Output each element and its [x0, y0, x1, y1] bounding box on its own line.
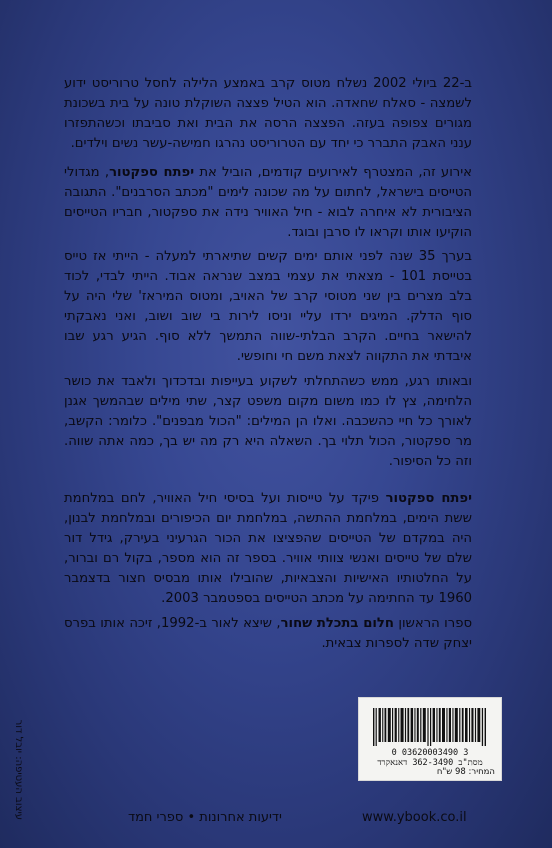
author-name: יפתח ספקטור [109, 165, 195, 180]
paragraph-3: בערך 35 שנה לפני אותם ימים קשים שתיארתי למעלה - הייתי אז טייס בטייסת 101 - מצאתי את עצמי במצב שנראה אבוד. הייתי לבדי, לכוד בלב מצרים בין שני מטוסי קרב של האויב, ומטוס המיראז' שלי היה על סוף הדלק. המיגים ירדו עליי וניסו לירות בי שוב ושוב, ואני נאבקתי להישאר בחיים. הקרב הבלתי-שווה התמשך ללא סוף. הגיע רגע שבו איבדתי את התקווה לצאת משם חי וחופשי. [64, 249, 472, 364]
publisher-name: ידיעות אחרונות • ספרי חמד [128, 810, 282, 825]
barcode-label [358, 697, 502, 781]
author-bio-body: פיקד על טייסות ועל בסיסי חיל האוויר, לחם במלחמת ששת הימים, במלחמת ההתשה, במלחמת יום הכיפורים ובמלחמת לבנון, היה במקדם של הטייסים שהפציצו את הכור הגרעיני בעירק, גידל דור שלם של טייסים ואנשי צוותי אוויר. בספר זה הוא מספר, בקול רם וברור, על החלטותיו האישיות והצבאיות, שהובילו אותו מבסיס חצור בדצמבר 1960 עד החתימה על מכתב הטייסים בספטמבר 2003. [64, 491, 472, 606]
barcode-number: 0 03620003490 3 [391, 748, 469, 758]
first-book-body: , שיצא לאור ב-1992, זיכה אותו בפרס יצחק שדה לספרות צבאית. [64, 616, 472, 651]
cover-design-credit: עיצוב העטיפה: יובל דור [13, 719, 24, 820]
paragraph-5-author-bio [64, 489, 472, 609]
first-book-lead: ספרו הראשון [393, 616, 473, 631]
paragraph-1: ב-22 ביולי 2002 נשלח מטוס קרב באמצע הלילה לחסל טרוריסט ידוע לשמצה - סאלח שחאדה. הוא הטיל פצצה השוקלת טונה על בית בשכונת מגורים צפופה בעזה. הפצצה הרסה את הבית ואת סביבתו וכשהתפזרו ענני האבק התברר כי יחד עם הטרוריסט נהרגו חמישה-עשר נשים וילדים. [64, 76, 472, 151]
barcode-icon [373, 708, 487, 746]
paragraph-2-body: , מגדולי הטייסים בישראל, לחתום על מה שכונה לימים "מכתב הסרבנים". התגובה הציבורית לא איחרה לבוא - חיל האוויר נידה את ספקטור, חבריו הטייסים הוקיעו אותו וקראו לו סרבן ובוגד. [64, 165, 472, 240]
paragraph-4: ובאותו רגע, ממש כשהתחלתי לשקוע בעייפות ובדכדוך ולאבד את כושר הלחימה, צץ לו כמו משום מקום משפט קצר, שתי מילים שבהמשך אגנן לאורך כל חיי כהשכבה. ואלו הן המילים: "הכול מבפנים". כלומר: הקשב, מר ספקטור, הכול תלוי בך. השאלה היא רק מה יש בך, כמה אתה שווה. וזה כל הסיפור. [64, 374, 472, 469]
publisher-website: www.ybook.co.il [362, 810, 467, 825]
paragraph-6-first-book [64, 614, 472, 654]
catalog-number: מסת"ב 362-3490 דאנאקרד [377, 758, 483, 768]
first-book-title: חלום בתכלת שחור [280, 616, 394, 631]
author-name-bio: יפתח ספקטור [385, 491, 472, 506]
paragraph-2-lead: אירוע זה, המצטרף לאירועים קודמים, הוביל את [194, 165, 472, 180]
paragraph-2 [64, 163, 472, 243]
price-label: המחיר: 98 ש"ח [436, 767, 495, 777]
